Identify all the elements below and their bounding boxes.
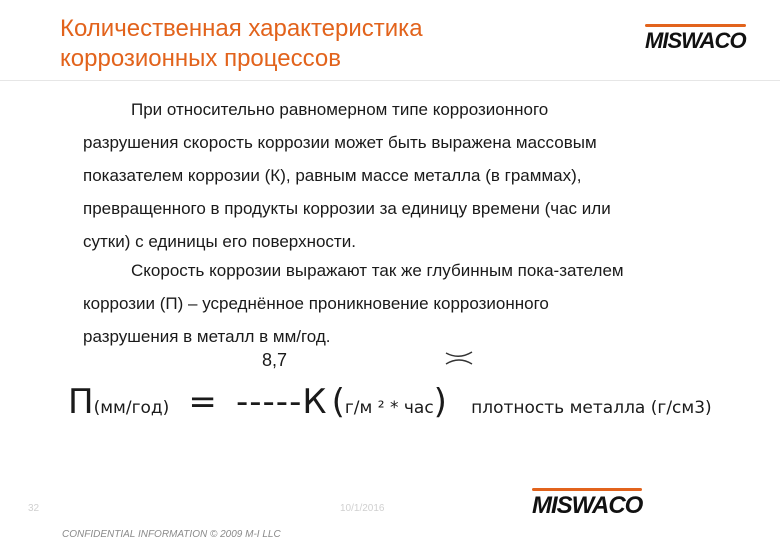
paragraph-line: сутки) с единицы его поверхности. [83,232,356,251]
paragraph-line: превращенного в продукты коррозии за единицу времени (час или [83,199,611,218]
corrosion-formula [68,382,712,422]
logo-swoosh [645,24,746,27]
formula-paren-close: ) [433,382,447,422]
page-number: 32 [28,503,40,514]
logo-text: MISWACO [645,28,746,53]
title-divider [0,80,780,81]
paragraph-line: коррозии (П) – усреднённое проникновение коррозионного [83,294,549,313]
paragraph-line: При относительно равномерном типе коррозионного [131,100,549,119]
logo-text: MISWACO [532,492,643,519]
paragraph-depth-index [83,254,723,353]
paragraph-mass-index [83,93,723,258]
handwritten-mark-icon [444,350,474,366]
paragraph-line: разрушения в металл в мм/год. [83,327,331,346]
formula-fraction-line: ----- [236,382,303,422]
paragraph-line: разрушения скорость коррозии может быть выражена массовым [83,133,597,152]
slide-title-line-2: коррозионных процессов [60,45,341,72]
formula-lhs-symbol: П [68,382,94,422]
slide-title-line-1: Количественная характеристика [60,15,423,42]
formula-rhs-symbol: К [302,382,327,422]
formula-density-note: плотность металла (г/см3) [471,398,712,418]
formula-lhs-unit: (мм/год) [93,398,170,418]
footer-date: 10/1/2016 [340,503,385,514]
miswaco-logo-top [645,28,746,54]
miswaco-logo-bottom [532,492,642,520]
slide-title [60,14,423,74]
paragraph-line: Скорость коррозии выражают так же глубинным пока-зателем [131,261,624,280]
confidential-notice: CONFIDENTIAL INFORMATION © 2009 M-I LLC [62,529,281,540]
formula-numerator: 8,7 [262,350,288,370]
formula-paren-open: ( [331,382,345,422]
formula-rhs-unit: г/м ² * час [344,398,434,418]
logo-swoosh [532,488,642,491]
formula-equals: = [188,382,217,422]
paragraph-line: показателем коррозии (К), равным массе металла (в граммах), [83,166,582,185]
